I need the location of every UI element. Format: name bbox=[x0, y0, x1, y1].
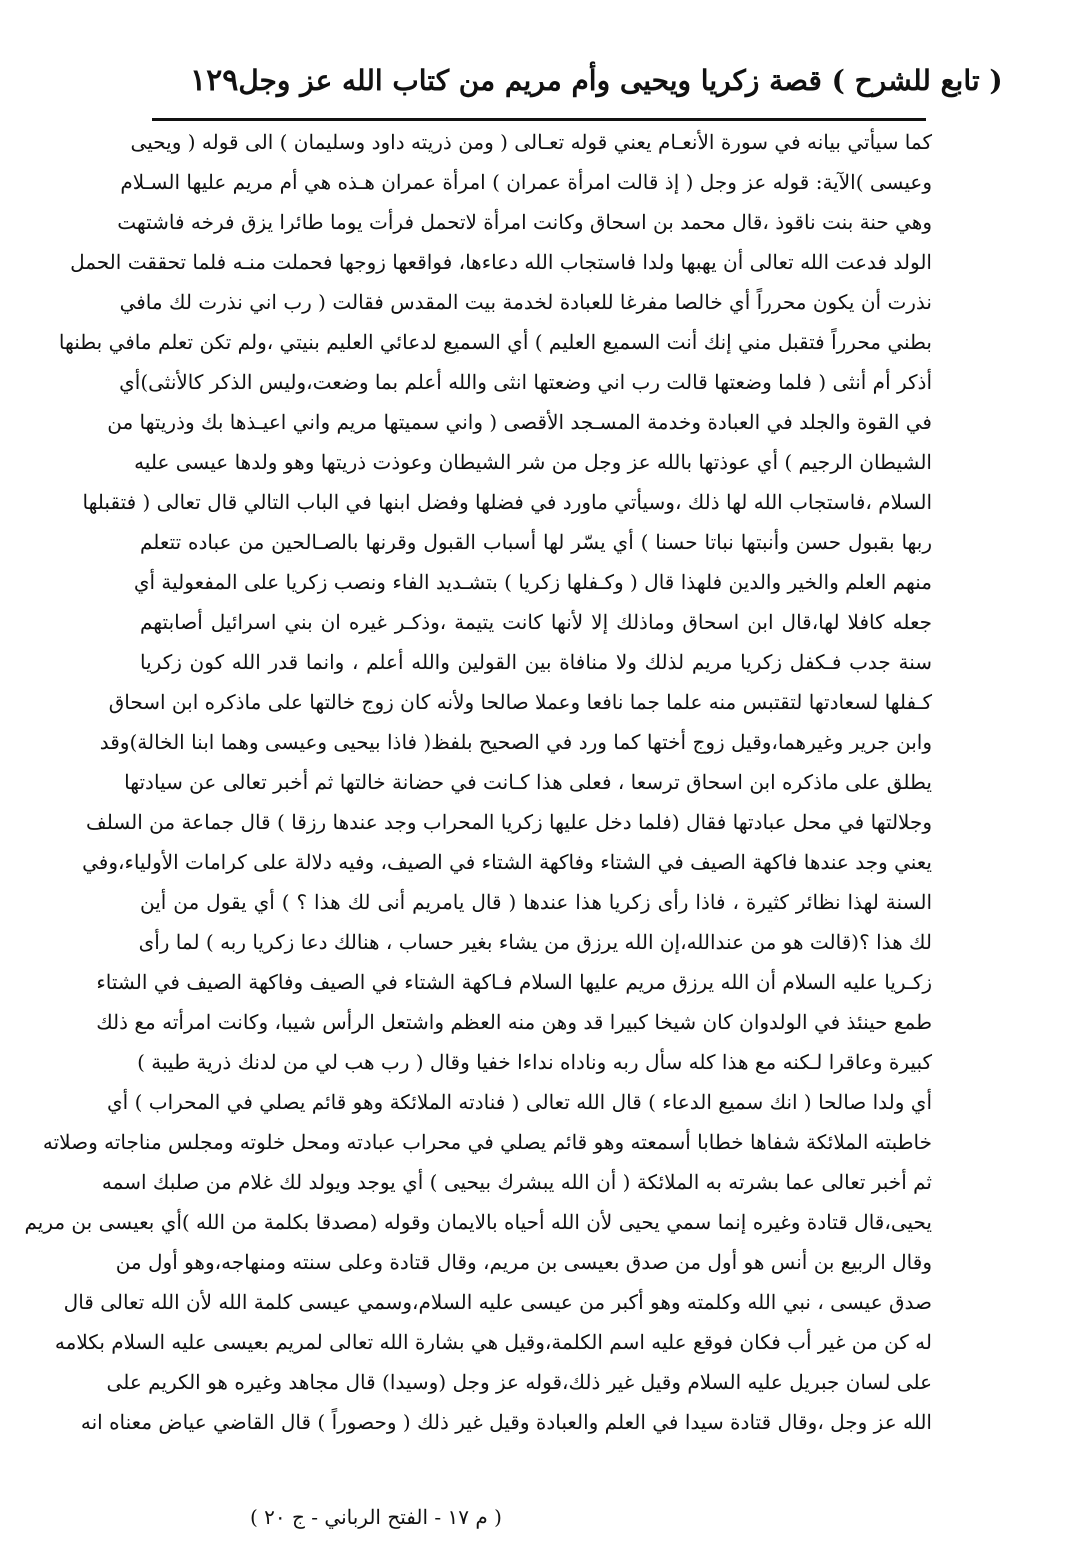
text-line: صدق عيسى ، نبي الله وكلمته وهو أكبر من عيسى عليه السلام،وسمي عيسى كلمة الله لأن الله تعالى قال bbox=[63, 1290, 932, 1314]
footer-signature: ( م ١٧ - الفتح الرباني - ج ٢٠ ) bbox=[250, 1505, 502, 1529]
header-divider bbox=[152, 118, 926, 121]
text-line: جعله كافلا لها،قال ابن اسحاق وماذلك إلا لأنها كانت يتيمة ،وذكـر غيره ان بني اسرائيل أصابتهم bbox=[140, 610, 932, 634]
body-text bbox=[24, 122, 932, 1522]
text-line: لك هذا ؟(قالت هو من عندالله،إن الله يرزق من يشاء بغير حساب ، هنالك دعا زكريا ربه ) لما رأى bbox=[138, 930, 932, 954]
page-number: ١٢٩ bbox=[190, 62, 239, 98]
text-line: زكـريا عليه السلام أن الله يرزق مريم عليها السلام فـاكهة الشتاء في الصيف وفاكهة الصيف في الشتاء bbox=[96, 970, 932, 994]
text-line: السنة لهذا نظائر كثيرة ، فاذا رأى زكريا هذا عندها ( قال يامريم أنى لك هذا ؟ ) أي يقول من أين bbox=[140, 890, 932, 914]
text-line: الشيطان الرجيم ) أي عوذتها بالله عز وجل من شر الشيطان وعوذت ذريتها وهو ولدها عيسى عليه bbox=[134, 450, 932, 474]
text-line: أي ولدا صالحا ( انك سميع الدعاء ) قال الله تعالى ( فنادته الملائكة وهو قائم يصلي في المحراب ) أي bbox=[107, 1090, 932, 1114]
text-line: ربها بقبول حسن وأنبتها نباتا حسنا ) أي يسّر لها أسباب القبول وقرنها بالصـالحين من عباده تتعلم bbox=[140, 530, 932, 554]
text-line: يعني وجد عندها فاكهة الصيف في الشتاء وفاكهة الشتاء في الصيف، وفيه دلالة على كرامات الأولياء،وفي bbox=[82, 850, 932, 874]
text-line: يحيى،قال قتادة وغيره إنما سمي يحيى لأن الله أحياه بالايمان وقوله (مصدقا بكلمة من الله )أي بعيسى بن مريم bbox=[24, 1210, 932, 1234]
text-line: كما سيأتي بيانه في سورة الأنعـام يعني قوله تعـالى ( ومن ذريته داود وسليمان ) الى قوله ( ويحيى bbox=[130, 130, 932, 154]
text-line: منهم العلم والخير والدين فلهذا قال ( وكـفلها زكريا ) بتشـديد الفاء ونصب زكريا على المفعولية أي bbox=[133, 570, 932, 594]
text-line: نذرت أن يكون محرراً أي خالصا مفرغا للعبادة لخدمة بيت المقدس فقالت ( رب اني نذرت لك مافي bbox=[119, 290, 932, 314]
text-line: في القوة والجلد في العبادة وخدمة المسـجد الأقصى ( واني سميتها مريم واني اعيـذها بك وذريتها من bbox=[107, 410, 932, 434]
text-line: وجلالتها في محل عبادتها فقال (فلما دخل عليها زكريا المحراب وجد عندها رزقا ) قال جماعة من السلف bbox=[85, 810, 932, 834]
text-line: خاطبته الملائكة شفاها خطابا أسمعته وهو قائم يصلي في محراب عبادته ومحل خلوته ومجلس مناجاته وصلاته bbox=[42, 1130, 932, 1154]
text-line: وابن جرير وغيرهما،وقيل زوج أختها كما ورد في الصحيح بلفظ( فاذا بيحيى وعيسى وهما ابنا الخالة)وقد bbox=[99, 730, 932, 754]
text-line: الولد فدعت الله تعالى أن يهبها ولدا فاستجاب الله دعاءها، فواقعها زوجها فحملت منـه فلما تحققت الحمل bbox=[70, 250, 932, 274]
text-line: على لسان جبريل عليه السلام وقيل غير ذلك،قوله عز وجل (وسيدا) قال مجاهد وغيره هو الكريم على bbox=[106, 1370, 932, 1394]
text-line: كبيرة وعاقرا لـكنه مع هذا كله سأل ربه وناداه نداءا خفيا وقال ( رب هب لي من لدنك ذرية طيبة ) bbox=[137, 1050, 932, 1074]
text-line: وهي حنة بنت ناقوذ ،قال محمد بن اسحاق وكانت امرأة لاتحمل فرأت يوما طائرا يزق فرخه فاشتهت bbox=[117, 210, 932, 234]
header-title: ( تابع للشرح ) قصة زكريا ويحيى وأم مريم من كتاب الله عز وجل bbox=[238, 63, 1003, 97]
text-line: كـفلها لسعادتها لتقتبس منه علما جما نافعا وعملا صالحا ولأنه كان زوج خالتها على ماذكره ابن اسحاق bbox=[108, 690, 932, 714]
text-line: السلام ،فاستجاب الله لها ذلك ،وسيأتي ماورد في فضلها وفضل ابنها في الباب التالي قال تعالى ( فتقبلها bbox=[82, 490, 932, 514]
text-line: طمع حينئذ في الولدوان كان شيخا كبيرا قد وهن منه العظم واشتعل الرأس شيبا، وكانت امرأته مع ذلك bbox=[96, 1010, 932, 1034]
text-line: له كن من غير أب فكان فوقع عليه اسم الكلمة،وقيل هي بشارة الله تعالى لمريم بعيسى عليه السلام بكلامه bbox=[54, 1330, 932, 1354]
page-header bbox=[120, 52, 1003, 108]
text-line: وقال الربيع بن أنس هو أول من صدق بعيسى بن مريم، وقال قتادة وعلى سنته ومنهاجه،وهو أول من bbox=[115, 1250, 932, 1274]
text-line: الله عز وجل ،وقال قتادة سيدا في العلم والعبادة وقيل غير ذلك ( وحصوراً ) قال القاضي عياض معناه انه bbox=[80, 1410, 932, 1434]
text-line: بطني محرراً فتقبل مني إنك أنت السميع العليم ) أي السميع لدعائي العليم بنيتي ،ولم تكن تعلم مافي بطنها bbox=[58, 330, 932, 354]
text-line: سنة جدب فـكفل زكريا مريم لذلك ولا منافاة بين القولين والله أعلم ، وانما قدر الله كون زكريا bbox=[140, 650, 932, 674]
text-line: أذكر أم أنثى ( فلما وضعتها قالت رب اني وضعتها انثى والله أعلم بما وضعت،وليس الذكر كالأنثى)أي bbox=[119, 370, 932, 394]
text-line: يطلق على ماذكره ابن اسحاق ترسعا ، فعلى هذا كـانت في حضانة خالتها ثم أخبر تعالى عن سيادتها bbox=[124, 770, 932, 794]
text-line: وعيسى )الآية: قوله عز وجل ( إذ قالت امرأة عمران ) امرأة عمران هـذه هي أم مريم عليها السـلام bbox=[120, 170, 932, 194]
text-line: ثم أخبر تعالى عما بشرته به الملائكة ( أن الله يبشرك بيحيى ) أي يوجد ويولد لك غلام من صلبك اسمه bbox=[101, 1170, 932, 1194]
text-line bbox=[140, 1442, 932, 1482]
